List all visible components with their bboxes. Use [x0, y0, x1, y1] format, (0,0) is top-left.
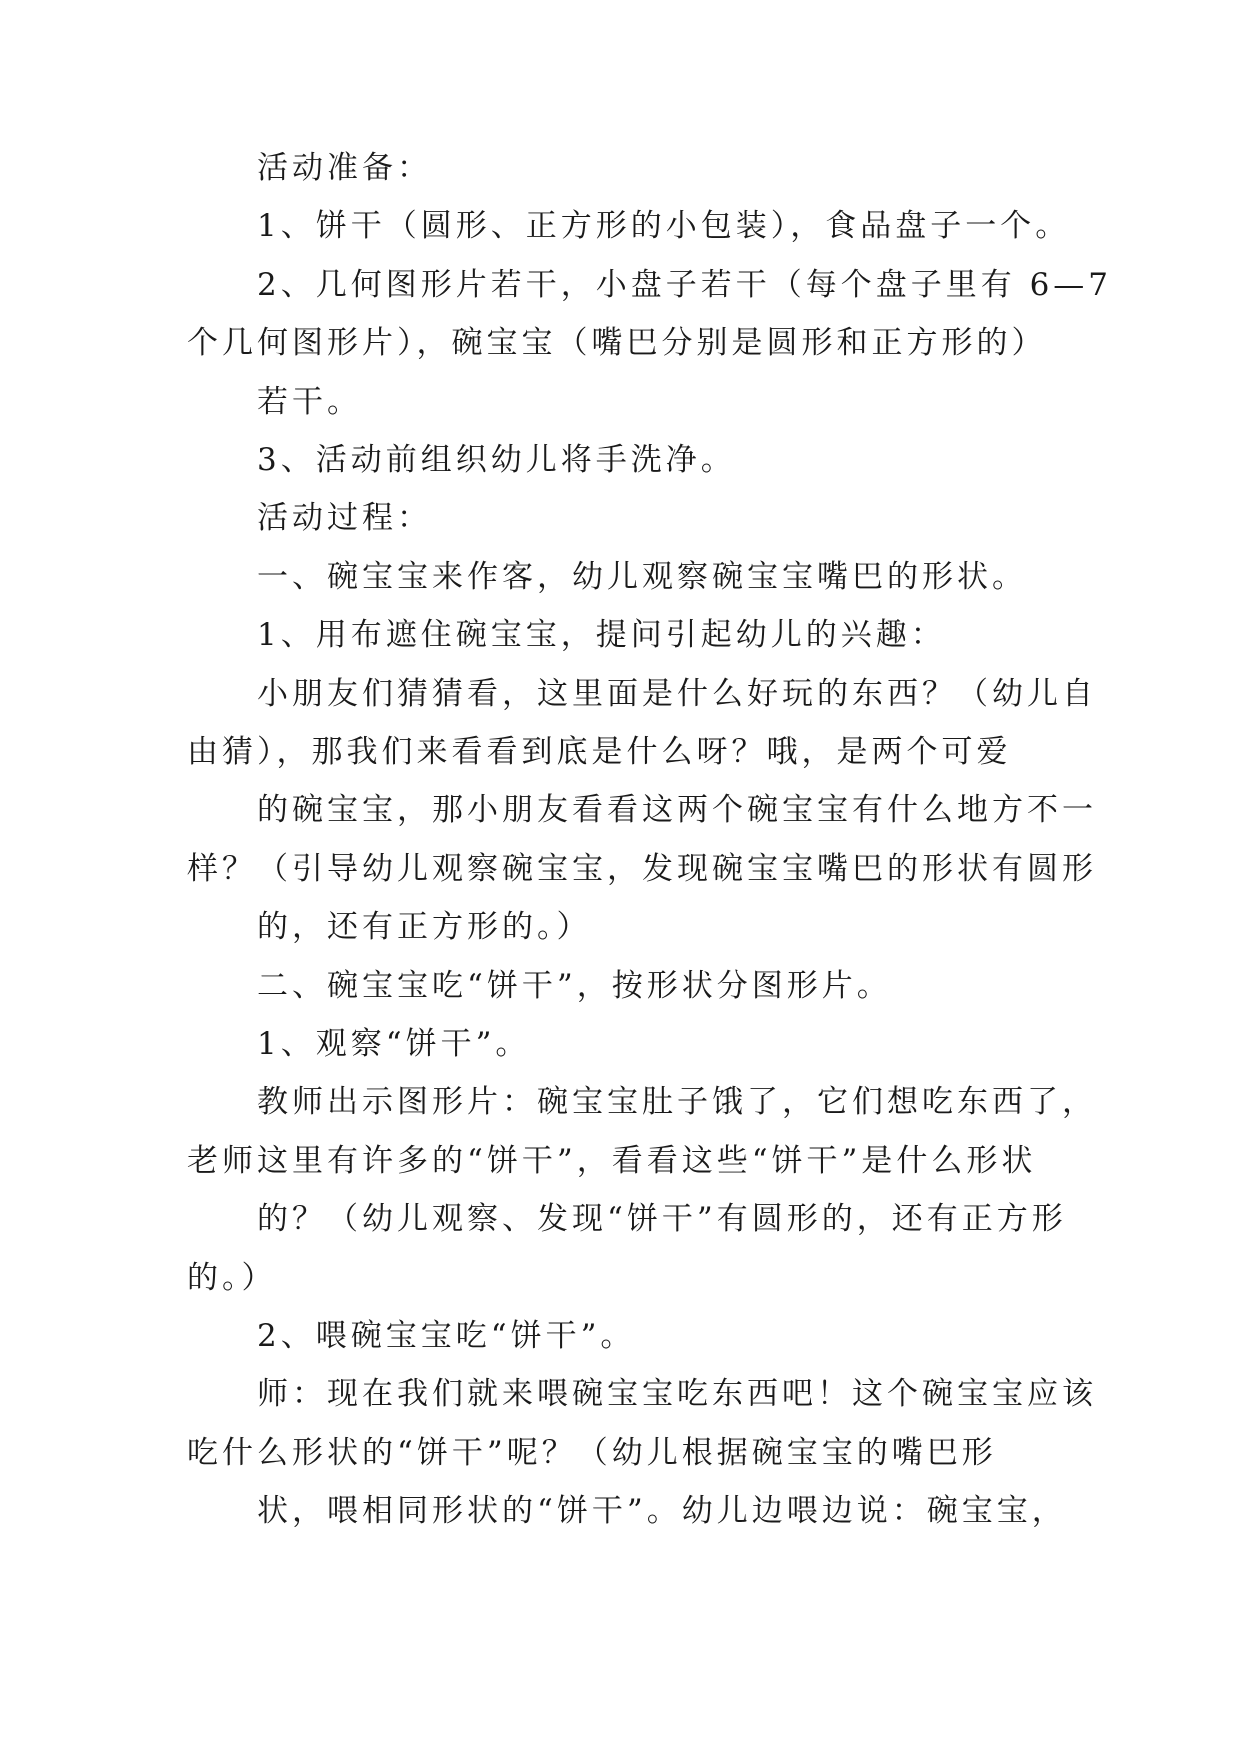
- text-line: 的。）: [187, 1259, 277, 1296]
- text-line: 老师这里有许多的“饼干”，看看这些“饼干”是什么形状: [187, 1142, 1037, 1179]
- text-line: 吃什么形状的“饼干”呢？（幼儿根据碗宝宝的嘴巴形: [187, 1434, 997, 1471]
- text-line: 一、碗宝宝来作客，幼儿观察碗宝宝嘴巴的形状。: [257, 558, 1027, 595]
- text-line: 的？（幼儿观察、发现“饼干”有圆形的，还有正方形: [257, 1201, 1067, 1238]
- text-line: 1、用布遮住碗宝宝，提问引起幼儿的兴趣：: [257, 617, 946, 654]
- text-line: 个几何图形片），碗宝宝（嘴巴分别是圆形和正方形的）: [187, 325, 1047, 362]
- text-line: 2、喂碗宝宝吃“饼干”。: [257, 1318, 636, 1354]
- text-line: 小朋友们猜猜看，这里面是什么好玩的东西？（幼儿自: [257, 675, 1097, 712]
- text-line: 的碗宝宝，那小朋友看看这两个碗宝宝有什么地方不一: [257, 792, 1097, 829]
- text-line: 活动过程：: [257, 500, 432, 537]
- text-line: 1、观察“饼干”。: [257, 1026, 531, 1062]
- text-line: 1、饼干（圆形、正方形的小包装），食品盘子一个。: [257, 208, 1071, 245]
- text-line: 活动准备：: [257, 150, 432, 186]
- text-line: 由猜），那我们来看看到底是什么呀？哦，是两个可爱: [187, 734, 1012, 770]
- text-line: 3、活动前组织幼儿将手洗净。: [257, 442, 736, 478]
- text-line: 教师出示图形片：碗宝宝肚子饿了，它们想吃东西了，: [257, 1084, 1097, 1121]
- text-line: 二、碗宝宝吃“饼干”，按形状分图形片。: [257, 967, 892, 1004]
- text-line: 样？（引导幼儿观察碗宝宝，发现碗宝宝嘴巴的形状有圆形: [187, 850, 1097, 887]
- text-line: 状，喂相同形状的“饼干”。幼儿边喂边说：碗宝宝，: [257, 1493, 1067, 1530]
- text-line: 若干。: [257, 383, 362, 420]
- text-line: 师：现在我们就来喂碗宝宝吃东西吧！这个碗宝宝应该: [257, 1376, 1097, 1413]
- text-line: 的，还有正方形的。）: [257, 909, 592, 946]
- text-line: 2、几何图形片若干，小盘子若干（每个盘子里有 6—7: [257, 266, 1113, 303]
